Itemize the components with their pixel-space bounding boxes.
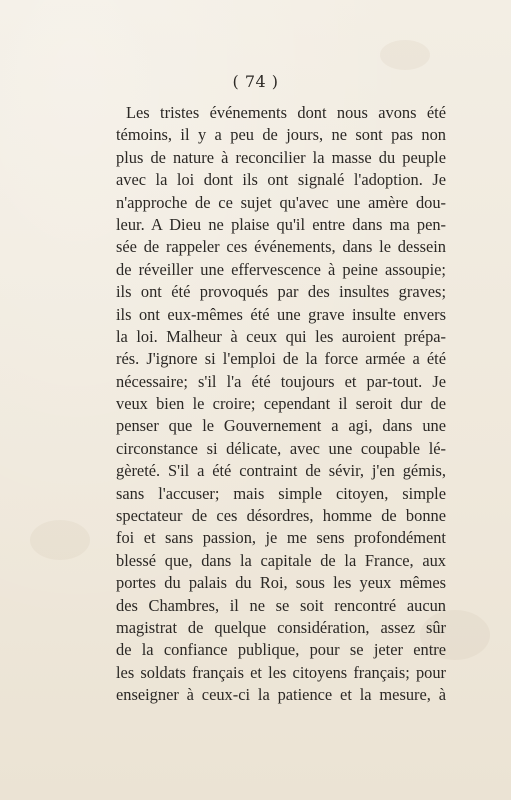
text-line: veux bien le croire; cependant il seroit dur de [116, 394, 446, 414]
text-line: leur. A Dieu ne plaise qu'il entre dans ma pen- [116, 214, 446, 234]
text-line: Les tristes événements dont nous avons été [126, 103, 446, 122]
text-line: ils ont eux-mêmes été une grave insulte envers [116, 304, 446, 324]
text-line: magistrat de quelque considération, assez sûr [116, 617, 446, 637]
text-line: plus de nature à reconcilier la masse du peuple [116, 147, 446, 167]
text-line: témoins, il y a peu de jours, ne sont pas non [116, 125, 446, 145]
text-line: de la confiance publique, pour se jeter entre [116, 640, 446, 660]
text-line: rés. J'ignore si l'emploi de la force armée a été [116, 349, 446, 369]
text-line: foi et sans passion, je me sens profondément [116, 528, 446, 548]
text-line: portes du palais du Roi, sous les yeux mêmes [116, 573, 446, 593]
text-line: gèreté. S'il a été contraint de sévir, j'en gémis, [116, 461, 446, 481]
text-line: n'approche de ce sujet qu'avec une amère dou- [116, 192, 446, 212]
text-line: penser que le Gouvernement a agi, dans une [116, 416, 446, 436]
text-line: des Chambres, il ne se soit rencontré aucun [116, 595, 446, 615]
text-line: les soldats français et les citoyens français; pour [116, 662, 446, 682]
text-line: enseigner à ceux-ci la patience et la mesure, à [116, 685, 446, 705]
text-line: sans l'accuser; mais simple citoyen, simple [116, 483, 446, 503]
text-line: la loi. Malheur à ceux qui les auroient prépa- [116, 326, 446, 346]
paper-stain [380, 40, 430, 70]
text-line: avec la loi dont ils ont signalé l'adoption. Je [116, 170, 446, 190]
text-line: spectateur de ces désordres, homme de bonne [116, 506, 446, 526]
text-line: ils ont été provoqués par des insultes graves; [116, 282, 446, 302]
text-line: de réveiller une effervescence à peine assoupie; [116, 259, 446, 279]
text-line: nécessaire; s'il l'a été toujours et par-tout. Je [116, 371, 446, 391]
paper-stain [30, 520, 90, 560]
body-text [116, 102, 446, 707]
page-number: ( 74 ) [232, 72, 279, 91]
text-line: blessé que, dans la capitale de la France, aux [116, 550, 446, 570]
text-line: circonstance si délicate, avec une coupable lé- [116, 438, 446, 458]
text-line: sée de rappeler ces événements, dans le dessein [116, 237, 446, 257]
